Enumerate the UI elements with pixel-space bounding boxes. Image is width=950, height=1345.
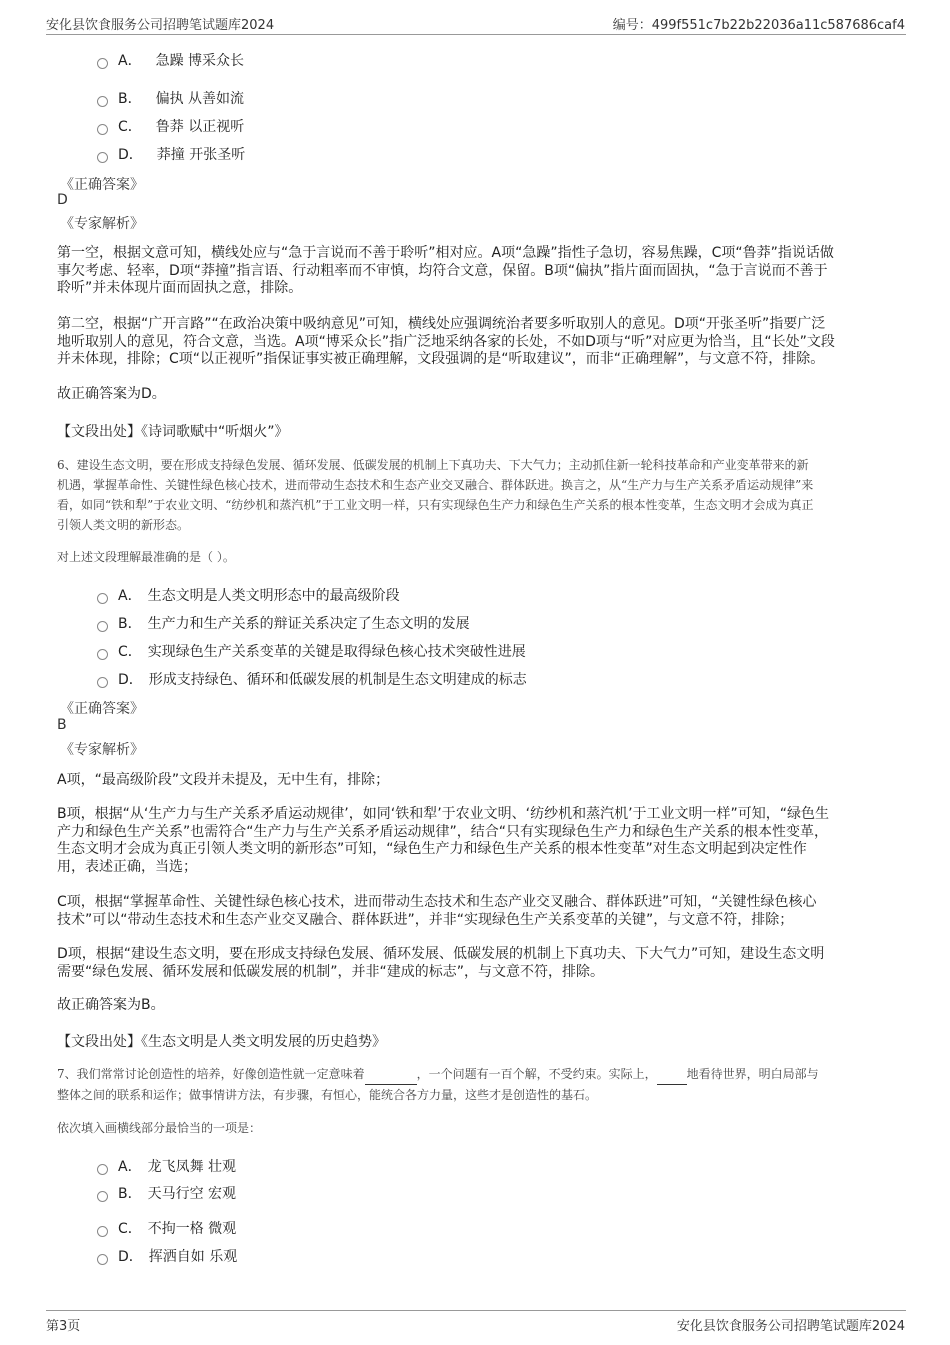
q7-stem: 7、我们常常讨论创造性的培养，好像创造性就一定意味着 ，一个问题有一百个解，不受约束。实际上， 地看待世界，明白局部与 整体之间的联系和运作；做事情讲方法，有步骤，有恒心，能统合各方力量，这些才是创造性的基石。 — [57, 1064, 897, 1105]
q6-option-a[interactable]: A． 生态文明是人类文明形态中的最高级阶段 — [97, 585, 400, 605]
q5-source: 【文段出处】《诗词歌赋中“听烟火”》 — [57, 424, 289, 440]
radio-icon[interactable] — [97, 124, 108, 135]
q6-analysis-a: A项，“最高级阶段”文段并未提及，无中生有，排除； — [57, 772, 390, 788]
fill-blank-2[interactable] — [657, 1064, 687, 1085]
radio-icon[interactable] — [97, 649, 108, 660]
q5-option-d[interactable]: D． 莽撞 开张圣听 — [97, 144, 245, 164]
radio-icon[interactable] — [97, 1164, 108, 1175]
radio-icon[interactable] — [97, 1226, 108, 1237]
q6-analysis-b: B项，根据“从‘生产力与生产关系矛盾运动规律’，如同‘铁和犁’于农业文明、‘纺纱机和蒸汽机’于工业文明一样”可知，“绿色生 产力和绿色生产关系”也需符合“生产力与生产关系矛盾运动规律”，结合“只有实现绿色生产力和绿色生产关系的根本性变革， 生态文明才会成为真正引领人类文明的新形态”可知，“绿色生产力和绿色生产关系的根本性变革”对生态文明起到决定性作 用，表述正确，当选； — [57, 806, 830, 875]
footer-divider — [46, 1310, 906, 1311]
q5-answer-label: 《正确答案》 — [60, 177, 144, 193]
radio-icon[interactable] — [97, 621, 108, 632]
q6-stem: 6、建设生态文明，要在形成支持绿色发展、循环发展、低碳发展的机制上下真功夫、下大气力；主动抓住新一轮科技革命和产业变革带来的新 机遇，掌握革命性、关键性绿色核心技术，进而带动生态技术和生态产业交叉融合、群体跃进。换言之，从“生产力与生产关系矛盾运动规律”来 看，如同“铁和犁”于农业文明、“纺纱机和蒸汽机”于工业文明一样，只有实现绿色生产力和绿色生产关系的根本性变革，生态文明才会成为真正 引领人类文明的新形态。 — [57, 458, 814, 532]
q6-option-d[interactable]: D． 形成支持绿色、循环和低碳发展的机制是生态文明建成的标志 — [97, 669, 527, 689]
footer-title: 安化县饮食服务公司招聘笔试题库2024 — [676, 1319, 905, 1334]
q7-option-a[interactable]: A． 龙飞凤舞 壮观 — [97, 1156, 236, 1176]
page-number: 第3页 — [46, 1319, 81, 1334]
q5-option-c[interactable]: C． 鲁莽 以正视听 — [97, 116, 244, 136]
q6-answer: B — [57, 717, 67, 733]
header-divider — [46, 34, 906, 35]
fill-blank-1[interactable] — [365, 1064, 417, 1085]
q5-option-b[interactable]: B． 偏执 从善如流 — [97, 88, 244, 108]
q7-option-d[interactable]: D． 挥洒自如 乐观 — [97, 1246, 237, 1266]
radio-icon[interactable] — [97, 593, 108, 604]
header-title: 安化县饮食服务公司招聘笔试题库2024 — [46, 18, 275, 33]
q5-answer: D — [57, 192, 68, 208]
q6-analysis-c: C项，根据“掌握革命性、关键性绿色核心技术，进而带动生态技术和生态产业交叉融合、群体跃进”可知，“关键性绿色核心 技术”可以“带动生态技术和生态产业交叉融合、群体跃进”，并非“实现绿色生产关系变革的关键”，与文意不符，排除； — [57, 894, 817, 928]
radio-icon[interactable] — [97, 1191, 108, 1202]
q5-analysis-paragraph-2: 第二空，根据“广开言路”“在政治决策中吸纳意见”可知，横线处应强调统治者要多听取别人的意见。D项“开张圣听”指要广泛 地听取别人的意见，符合文意，当选。A项“博采众长”指广泛地采纳各家的长处，不如D项与“听”对应更为恰当，且“长处”文段 并未体现，排除；C项“以正视听”指保证事实被正确理解，文段强调的是“听取建议”，而非“正确理解”，与文意不符，排除。 — [57, 316, 835, 367]
q6-analysis-label: 《专家解析》 — [60, 742, 144, 758]
q6-option-b[interactable]: B． 生产力和生产关系的辩证关系决定了生态文明的发展 — [97, 613, 470, 633]
q5-option-a[interactable]: A． 急躁 博采众长 — [97, 50, 244, 70]
q6-source: 【文段出处】《生态文明是人类文明发展的历史趋势》 — [57, 1034, 386, 1050]
q6-analysis-d: D项，根据“建设生态文明，要在形成支持绿色发展、循环发展、低碳发展的机制上下真功夫、下大气力”可知，建设生态文明 需要“绿色发展、循环发展和低碳发展的机制”，并非“建成的标志”，与文意不符，排除。 — [57, 946, 825, 980]
radio-icon[interactable] — [97, 58, 108, 69]
document-code: 编号：499f551c7b22b22036a11c587686caf4 — [612, 18, 905, 33]
q7-prompt: 依次填入画横线部分最恰当的一项是： — [57, 1121, 262, 1135]
radio-icon[interactable] — [97, 152, 108, 163]
radio-icon[interactable] — [97, 677, 108, 688]
q5-analysis-paragraph-1: 第一空，根据文意可知，横线处应与“急于言说而不善于聆听”相对应。A项“急躁”指性子急切，容易焦躁，C项“鲁莽”指说话做 事欠考虑、轻率，D项“莽撞”指言语、行动粗率而不审慎，均符合文意，保留。B项“偏执”指片面而固执，“急于言说而不善于 聆听”并未体现片面而固执之意，排除。 — [57, 245, 834, 296]
radio-icon[interactable] — [97, 1254, 108, 1265]
q6-answer-label: 《正确答案》 — [60, 701, 144, 717]
q5-conclusion: 故正确答案为D。 — [57, 386, 166, 402]
q7-option-c[interactable]: C． 不拘一格 微观 — [97, 1218, 236, 1238]
q7-option-b[interactable]: B． 天马行空 宏观 — [97, 1183, 236, 1203]
q6-option-c[interactable]: C． 实现绿色生产关系变革的关键是取得绿色核心技术突破性进展 — [97, 641, 526, 661]
q6-prompt: 对上述文段理解最准确的是（ ）。 — [57, 550, 235, 564]
q5-analysis-label: 《专家解析》 — [60, 216, 144, 232]
q6-conclusion: 故正确答案为B。 — [57, 997, 165, 1013]
radio-icon[interactable] — [97, 96, 108, 107]
